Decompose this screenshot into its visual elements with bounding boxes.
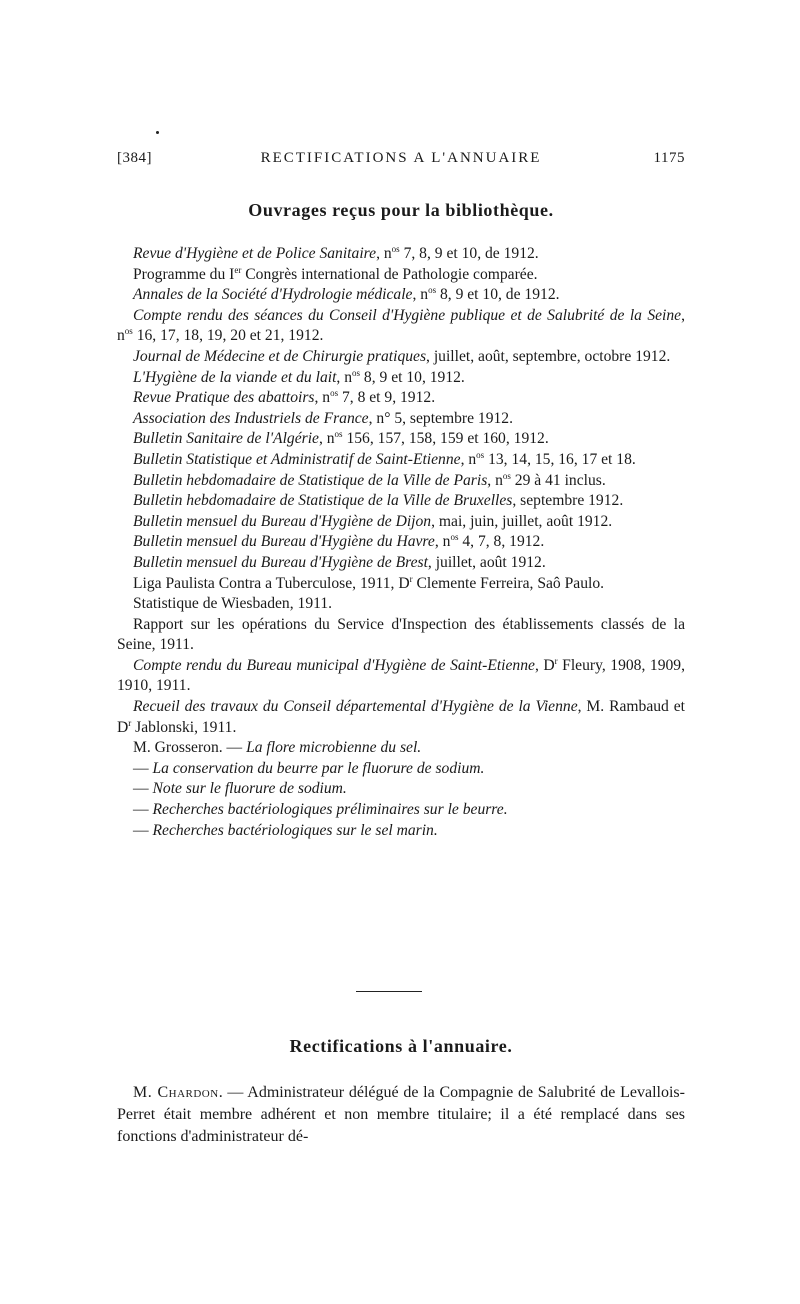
entry-segment: Rapport sur les opérations du Service d'Inspection des établissements classés de la Seine, 1911. [117,615,685,654]
entry-segment: 156, 157, 158, 159 et 160, 1912. [342,430,549,448]
library-entries-list [117,244,685,841]
entry-segment: , M. Rambaud et D [117,698,685,736]
rectification-paragraph [117,1082,685,1148]
entry-segment: , D [534,656,555,674]
library-entry [117,285,685,306]
entry-segment: er [234,264,242,275]
entry-segment: Recherches bactériologiques préliminaires sur le beurre. [152,801,508,819]
entry-segment: Compte rendu du Bureau municipal d'Hygiène de Saint-Etienne [133,656,535,674]
entry-segment: 29 à 41 inclus. [510,471,606,489]
entry-segment: , n [117,306,685,345]
library-entry [117,491,685,512]
entry-segment: r [554,655,558,666]
entry-segment: , n [487,471,503,489]
entry-segment: M. Grosseron. — [133,739,247,757]
section-title-rectifications: Rectifications à l'annuaire. [289,1036,513,1056]
entry-segment: — [133,759,153,777]
library-entry [117,265,685,286]
entry-segment: Note sur le fluorure de sodium. [152,780,347,798]
library-entry [117,738,685,759]
entry-segment: La flore microbienne du sel. [246,739,422,757]
entry-segment: Journal de Médecine et de Chirurgie pratiques [133,347,427,365]
entry-segment: 7, 8, 9 et 10, de 1912. [399,245,539,262]
entry-segment: Clemente Ferreira, Saô Paulo. [412,574,605,592]
entry-segment: Bulletin mensuel du Bureau d'Hygiène de Brest [133,553,428,571]
entry-segment: — [133,821,153,839]
library-entry [117,594,685,615]
entry-segment: , n [314,389,331,407]
entry-segment: Bulletin mensuel du Bureau d'Hygiène de Dijon [133,512,432,530]
entry-segment: 13, 14, 15, 16, 17 et 18. [484,450,636,468]
entry-segment: Bulletin hebdomadaire de Statistique de la Ville de Paris [133,471,488,489]
entry-segment: Recherches bactériologiques sur le sel marin. [152,821,438,839]
library-entry [117,368,685,389]
entry-segment: Revue d'Hygiène et de Police Sanitaire [133,245,377,262]
entry-segment: Bulletin hebdomadaire de Statistique de la Ville de Bruxelles [133,492,513,510]
entry-segment: , juillet, août, septembre, octobre 1912. [426,347,671,365]
entry-segment: Recueil des travaux du Conseil départemental d'Hygiène de la Vienne [133,698,578,716]
entry-segment: os [502,470,511,481]
entry-segment: Fleury, 1908, 1909, 1910, 1911. [117,656,685,695]
entry-segment: Compte rendu des séances du Conseil d'Hygiène publique et de Salubrité de la Seine [133,306,682,324]
library-entry [117,800,685,821]
section-title-library: Ouvrages reçus pour la bibliothèque. [248,200,554,220]
person-name: M. Chardon [133,1084,219,1101]
entry-segment: , n° 5, septembre 1912. [368,409,513,427]
library-entry [117,656,685,697]
entry-segment: Bulletin Statistique et Administratif de Saint-Etienne [133,450,461,468]
paragraph-text: . — Administrateur délégué de la Compagnie de Salubrité de Levallois-Perret était membre adhérent et non membre titulaire; il a été remplacé dans ses fonctions d'administrateur dé- [117,1084,685,1145]
entry-segment: Jablonski, 1911. [131,718,237,736]
entry-segment: 4, 7, 8, 1912. [458,533,545,551]
entry-segment: os [450,532,459,543]
entry-segment: L'Hygiène de la viande et du lait [133,368,337,386]
entry-segment: , n [376,245,392,262]
running-title: RECTIFICATIONS A L'ANNUAIRE [260,150,542,166]
entry-segment: , n [434,533,451,551]
entry-segment: os [476,449,485,460]
library-entry [117,779,685,800]
entry-segment: 8, 9 et 10, 1912. [360,368,465,386]
entry-segment: os [330,387,339,398]
library-entry [117,450,685,471]
entry-segment: Bulletin Sanitaire de l'Algérie [133,430,319,448]
library-entry [117,759,685,780]
margin-dot [156,131,159,134]
entry-segment: , n [460,450,477,468]
entry-segment: , n [412,286,429,304]
running-head [117,150,685,172]
page-reference: [384] [117,150,152,166]
entry-segment: , septembre 1912. [512,492,624,510]
library-entry [117,347,685,368]
entry-segment: os [428,285,437,295]
library-entry [117,429,685,450]
entry-segment: 7, 8 et 9, 1912. [338,389,436,407]
entry-segment: r [409,573,413,584]
entry-segment: — [133,780,153,798]
entry-segment: Bulletin mensuel du Bureau d'Hygiène du Havre [133,533,435,551]
entry-segment: os [124,326,133,337]
entry-segment: os [334,429,343,440]
entry-segment: , n [336,368,352,386]
library-entry [117,821,685,842]
library-entry [117,306,685,347]
library-entry [117,471,685,492]
entry-segment: Programme du I [133,265,235,283]
library-entry [117,615,685,656]
library-entry [117,532,685,553]
entry-segment: Congrès international de Pathologie comparée. [241,265,538,283]
library-entry [117,553,685,574]
entry-segment: os [352,367,361,378]
entry-segment: 8, 9 et 10, de 1912. [436,286,560,304]
library-entry [117,388,685,409]
library-entry [117,574,685,595]
entry-segment: La conservation du beurre par le fluorure de sodium. [152,759,485,777]
entry-segment: , mai, juin, juillet, août 1912. [431,512,613,530]
entry-segment: , juillet, août 1912. [427,553,546,571]
library-entry [117,512,685,533]
entry-segment: Annales de la Société d'Hydrologie médicale [133,286,413,304]
entry-segment: Liga Paulista Contra a Tuberculose, 1911, D [133,574,410,592]
entry-segment: r [128,717,132,728]
entry-segment: Revue Pratique des abattoirs [133,389,315,407]
section-divider [356,991,422,992]
library-entry [117,697,685,738]
library-entry [117,244,685,265]
entry-segment: , n [318,430,335,448]
library-entry [117,409,685,430]
page-number: 1175 [653,150,685,166]
entry-segment: Association des Industriels de France [133,409,369,427]
entry-segment: 16, 17, 18, 19, 20 et 21, 1912. [132,327,324,345]
entry-segment: — [133,801,153,819]
entry-segment: Statistique de Wiesbaden, 1911. [133,595,333,613]
entry-segment: os [391,243,400,254]
